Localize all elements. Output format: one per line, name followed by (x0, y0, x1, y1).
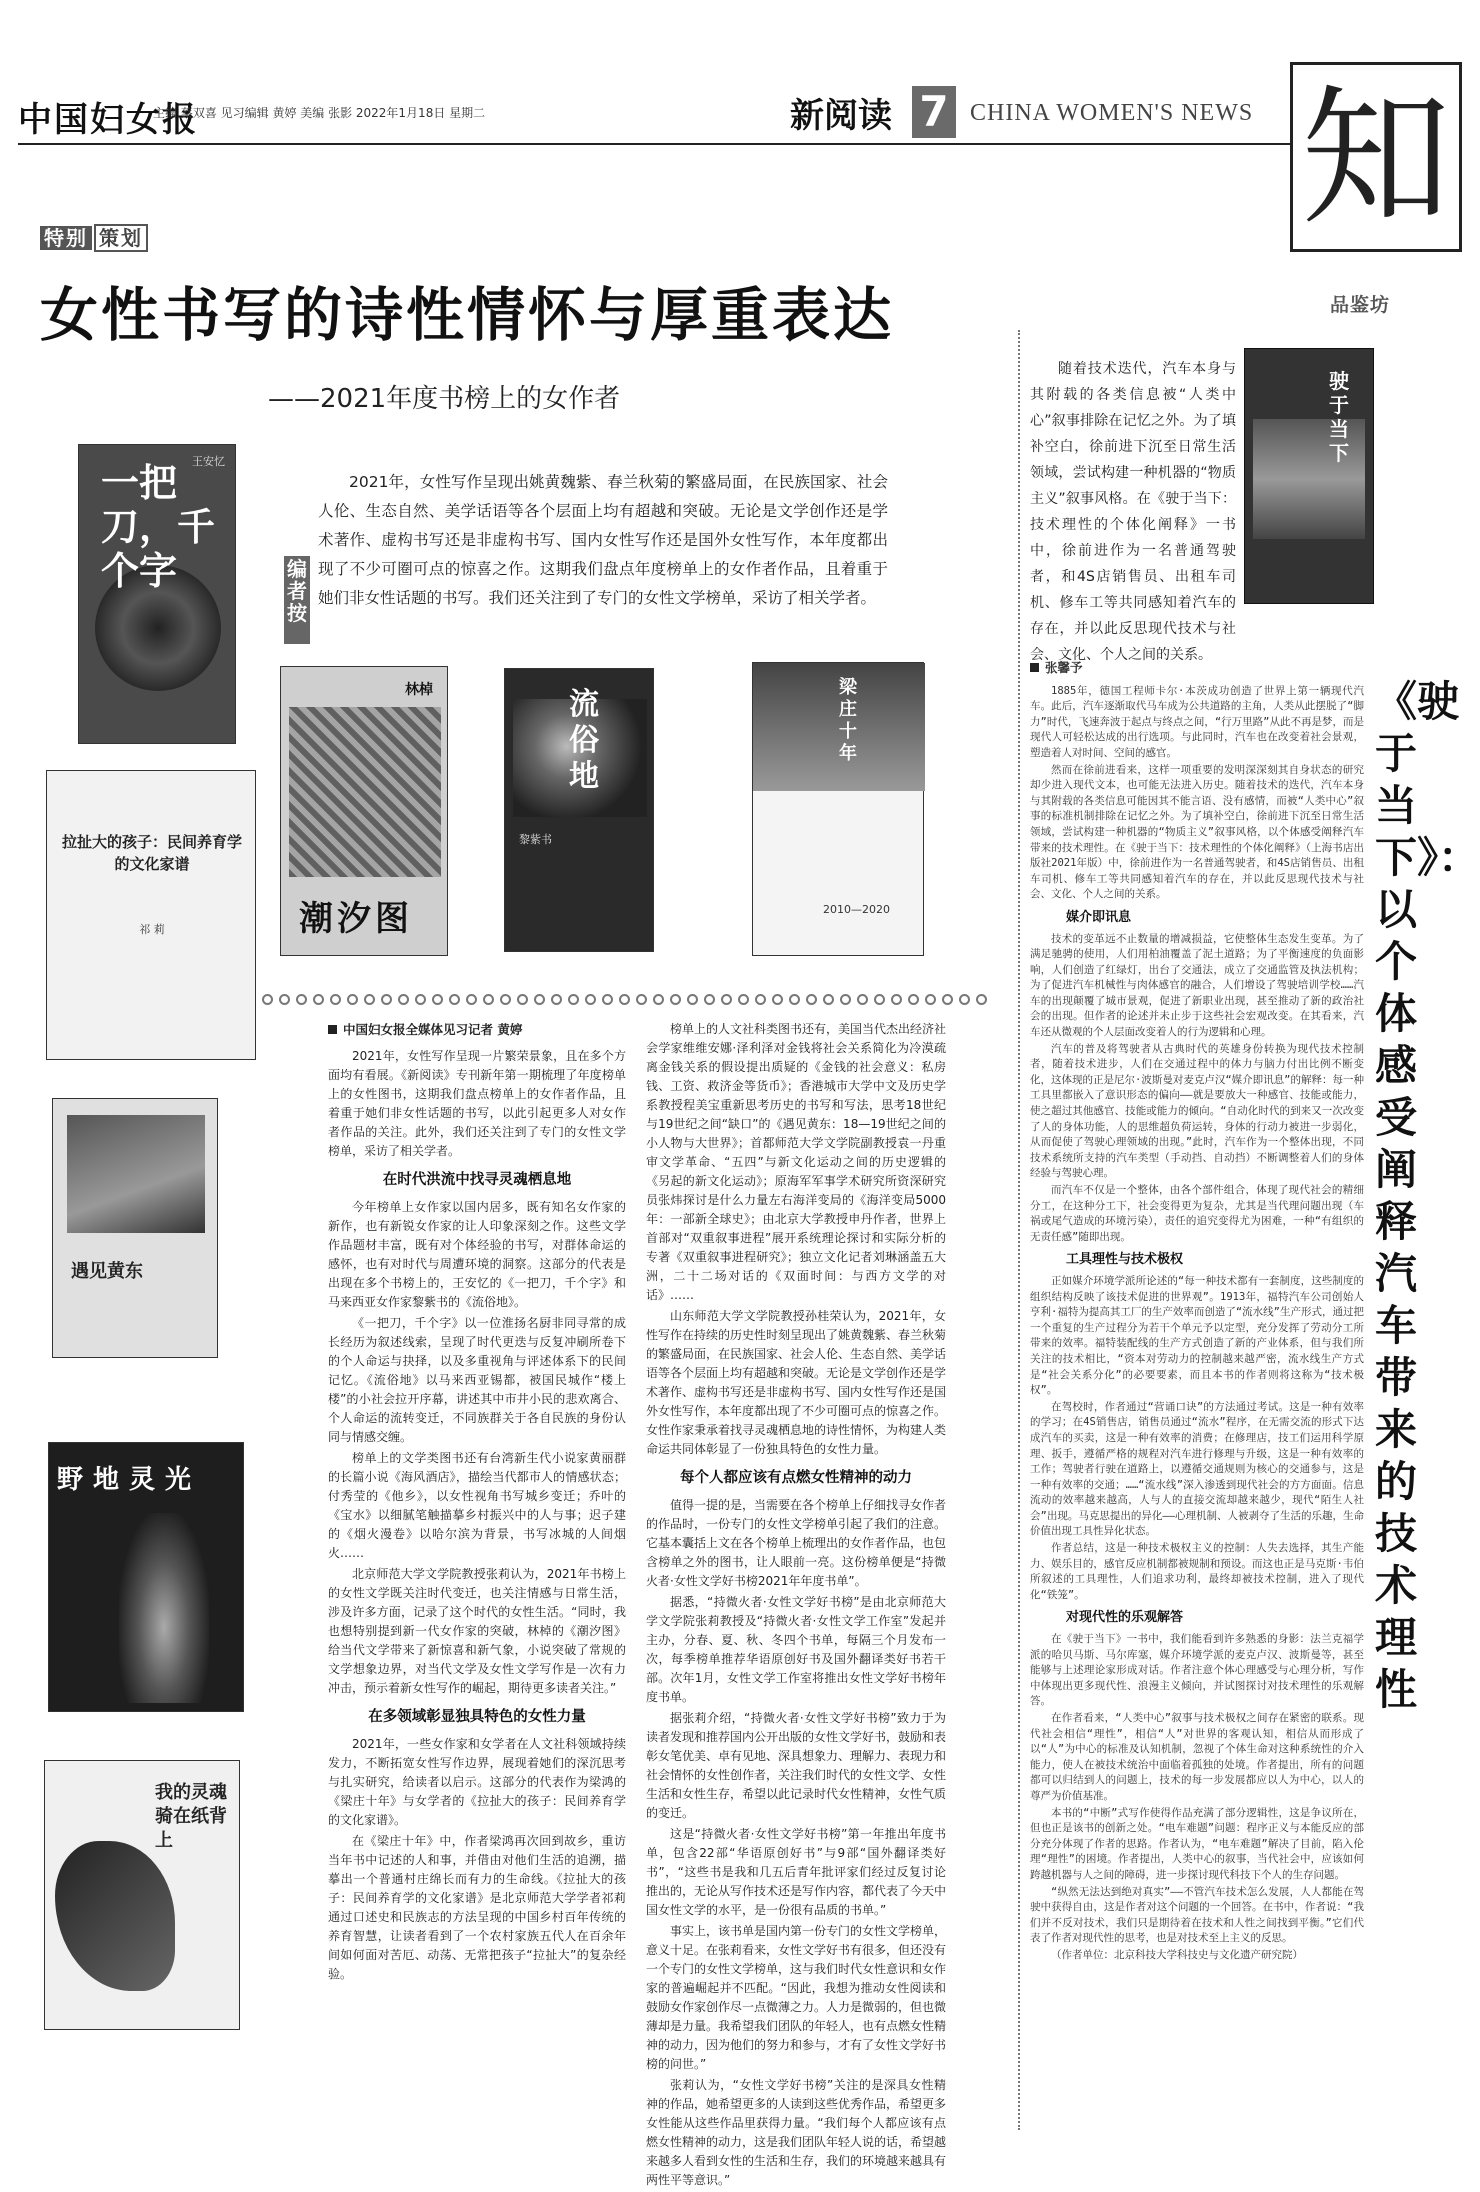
cover-title: 遇见黄东 (71, 1261, 143, 1282)
article-paragraph: 据张莉介绍，“持微火者·女性文学好书榜”致力于为读者发现和推荐国内公开出版的女性文学好书，鼓励和表彰女笔优美、卓有见地、深具想象力、理解力、表现力和社会情怀的女性创作者，关注我们时代的女性文学、女性生活和女性生存，希望以此记录时代女性精神，女性气质的变迁。 (646, 1711, 947, 1820)
review-paragraph: 本书的“中断”式写作使得作品充满了部分逻辑性，这是争议所在，但也正是该书的创新之处。“电车难题”问题：程序正义与本能反应的部分充分体现了作者的思路。作者认为，“电车难题”解决了目前，陷入伦理“理性”的困境。作者提出，人类中心的叙事，当代社会中，应该如何跨越机器与人之间的障碍，进一步探讨现代科技下个人的生存问题。 (1030, 1806, 1364, 1881)
headline: 女性书写的诗性情怀与厚重表达 (40, 281, 895, 349)
divider-dot (279, 994, 290, 1005)
divider-dot (636, 994, 647, 1005)
book-cover-liangzhuang (752, 662, 924, 956)
review-paragraph: 在作者看来，“人类中心”叙事与技术极权之间存在紧密的联系。现代社会相信“理性”，相信“人”对世界的客观认知，相信从而形成了以“人”为中心的标准及认知机制，忽视了个体生命对这种系统性的介入能力，使人在被技术统治中面临着孤独的处境。作者提出，所有的问题都可以归结到人的问题上，技术的每一步发展都应以人为中心，以人的尊严为价值基准。 (1030, 1712, 1364, 1802)
article-paragraph: 山东师范大学文学院教授孙桂荣认为，2021年，女性写作在持续的历史性时刻呈现出了姚黄魏紫、春兰秋菊的繁盛局面，在民族国家、社会人伦、生态自然、美学话语等各个层面上均有超越和突破。无论是文学创作还是学术著作、虚构书写还是非虚构书写、国内女性写作还是国外女性写作，本年度都出现了不少可圈可点的惊喜之作。女性作家秉承着找寻灵魂栖息地的诗性情怀，为构建人类命运共同体彰显了一份独具特色的女性力量。 (646, 1309, 947, 1456)
divider-dot (330, 994, 341, 1005)
article-paragraph: 《一把刀，千个字》以一位淮扬名厨非同寻常的成长经历为叙述线索，呈现了时代更迭与反复冲刷所卷下的个人命运与抉择，以及多重视角与评述体系下的民间记忆。《流俗地》以马来西亚锡都，被国民城作“楼上楼”的小社会拉开序幕，讲述其中市井小民的悲欢离合、个人命运的流转变迁，不同族群关于各自民族的身份认同与情感交缠。 (328, 1316, 626, 1444)
masthead (18, 86, 1298, 141)
divider-dot (806, 994, 817, 1005)
divider-dot (755, 994, 766, 1005)
divider-dot (500, 994, 511, 1005)
divider-dot (874, 994, 885, 1005)
cover-title: 驶于当下 (1329, 369, 1349, 465)
divider-dot (857, 994, 868, 1005)
article-paragraph: 据悉，“持微火者·女性文学好书榜”是由北京师范大学文学院张莉教授及“持微火者·女性文学工作室”发起并主办，分春、夏、秋、冬四个书单，每隔三个月发布一次，每季榜单推荐华语原创好书及国外翻译类好书若干部。次年1月，女性文学工作室将推出女性文学好书榜年度书单。 (646, 1595, 946, 1704)
article-paragraph: 张莉认为，“女性文学好书榜”关注的是深具女性精神的作品，她希望更多的人读到这些优秀作品，希望更多女性能从这些作品里获得力量。“我们每个人都应该有点燃女性精神的动力，这是我们团队年轻人说的话，希望越来越多人看到女性的生活和生存，我们的环境越来越具有两性平等意识。” (646, 2078, 947, 2187)
badge-character: 知 (1300, 72, 1451, 246)
cover-years: 2010—2020 (823, 903, 890, 916)
article-paragraph: 北京师范大学文学院教授张莉认为，2021年书榜上的女性文学既关注时代变迁，也关注情感与日常生活，涉及许多方面，记录了这个时代的女性生活。“同时，我也想特别提到新一代女作家的突破，林棹的《潮汐图》给当代文学带来了新惊喜和新气象，小说突破了常规的文学想象边界，对当代文学及女性文学写作是一次有力冲击，预示着新女性写作的崛起，期待更多读者关注。” (328, 1567, 626, 1695)
review-paragraph: 技术的变革远不止数量的增减损益，它使整体生态发生变革。为了满足驰骋的使用，人们用柏油覆盖了泥土道路；为了平衡速度的负面影响，人们创造了红绿灯，出台了交通法，成立了交通监管及执法机构；为了促进汽车机械性与肉体感官的融合，人们增设了驾驶培训学校……汽车的出现颠覆了城市景观，促进了新职业出现，甚至推动了新的政治社会的出现。但作者的论述并未止步于这些社会宏观改变。在其看来，汽车还从微观的个人层面改变着人的行为逻辑和心理。 (1030, 932, 1364, 1039)
article-paragraph: 值得一提的是，当需要在各个榜单上仔细找寻女作者的作品时，一份专门的女性文学榜单引起了我们的注意。它基本囊括上文在各个榜单上梳理出的女作者作品，也包含榜单之外的图书，让人眼前一亮。这份榜单便是“持微火者·女性文学好书榜2021年年度书单”。 (646, 1498, 947, 1588)
author-affiliation: （作者单位：北京科技大学科技史与文化遗产研究院） (1051, 1948, 1303, 1961)
article-subheading: 每个人都应该有点燃女性精神的动力 (680, 1470, 912, 1486)
review-byline: 张馨予 (1030, 660, 1364, 676)
divider-dot (772, 994, 783, 1005)
article-paragraph: 榜单上的文学类图书还有台湾新生代小说家黄丽群的长篇小说《海风酒店》，描绘当代都市人的情感状态；付秀莹的《他乡》，以女性视角书写城乡变迁；乔叶的《宝水》以细腻笔触描摹乡村振兴中的人与事；迟子建的《烟火漫卷》以哈尔滨为背景，书写冰城的人间烟火…… (328, 1451, 626, 1560)
paper-english-name: CHINA WOMEN'S NEWS (970, 100, 1254, 126)
divider-dot (534, 994, 545, 1005)
divider-dot (432, 994, 443, 1005)
divider-dot (891, 994, 902, 1005)
divider-dot (925, 994, 936, 1005)
divider-dot (687, 994, 698, 1005)
cover-author: 王安忆 (192, 455, 225, 468)
divider-dot (619, 994, 630, 1005)
article-paragraph: 2021年，女性写作呈现一片繁荣景象，且在多个方面均有看展。《新阅读》专刊新年第一期梳理了年度榜单上的女性图书，这期我们盘点榜单上的女作者作品，且着重于她们非女性话题的书写，以此引起更多人对女作者作品的关注。此外，我们还关注到了专门的女性文学榜单，采访了相关学者。 (328, 1049, 626, 1158)
divider-dot (568, 994, 579, 1005)
review-paragraph: 在《驶于当下》一书中，我们能看到许多熟悉的身影：法兰克福学派的哈贝马斯、马尔库塞，媒介环境学派的麦克卢汉、波斯曼等，甚至能够与上述理论家形成对话。作者注意个体心理感受与心理分析，写作中体现出更多现代性、浪漫主义倾向，并试图探讨对技术理性的乐观解答。 (1030, 1633, 1364, 1708)
divider-dot (313, 994, 324, 1005)
cover-title: 潮汐图 (299, 899, 413, 939)
book-cover-yujianhuangdong (52, 1098, 218, 1358)
article-paragraph: 榜单上的人文社科类图书还有，美国当代杰出经济社会学家维维安娜·泽利泽对金钱将社会关系简化为冷漠疏离金钱关系的假设提出质疑的《金钱的社会意义：私房钱、工资、救济金等货币》；香港城市大学中文及历史学系教授程美宝重新思考历史的书写和写法，思考18世纪与19世纪之间“缺口”的《遇见黄东：18—19世纪之间的小人物与大世界》；首都师范大学文学院副教授袁一丹重审文学革命、“五四”与新文化运动之间的历史逻辑的《另起的新文化运动》；原海军军事学术研究所资深研究员张炜探讨是什么力量左右海洋变局的《海洋变局5000年：一部新全球史》；由北京大学教授申丹作者，世界上首部对“双重叙事进程”展开系统理论探讨和实际分析的专著《双重叙事进程研究》；独立文化记者刘琳涵盖五大洲，二十二场对话的《双面时间：与西方文学的对话》…… (646, 1022, 947, 1302)
review-paragraph: 在驾校时，作者通过“营诵口诀”的方法通过考试。这是一种有效率的学习；在4S销售店，销售员通过“流水”程序，在无需交流的形式下达成汽车的买卖，这是一种有效率的消费；在修理店，技工们运用科学原理、扳手，遵循严格的规程对汽车进行修理与升级，这是一种有效率的工作；驾驶者行驶在道路上，以遵循交通规则为核心的交通参与，这是一种有效率的交通；……“流水线”深入渗透到现代社会的方方面面。信息流动的效率越来越高，人与人的直接交流却越来越少，现代“陌生人社会”出现。马克思提出的异化——心理机制、人被剥夺了生活的乐趣，生命价值出现工具性异化状态。 (1030, 1400, 1364, 1538)
review-subheading: 媒介即讯息 (1066, 909, 1132, 925)
book-cover-liusudi (504, 668, 654, 952)
divider-dot (347, 994, 358, 1005)
divider-dot (466, 994, 477, 1005)
masthead-rule (18, 143, 1298, 145)
cover-author: 祁 莉 (139, 923, 165, 936)
divider-dot (653, 994, 664, 1005)
column-tag: 品鉴坊 (1330, 294, 1391, 316)
page-number: 7 (912, 86, 956, 138)
divider-dot (942, 994, 953, 1005)
cover-title: 拉扯大的孩子：民间养育学的文化家谱 (61, 833, 242, 873)
column-divider (1018, 330, 1020, 2130)
divider-dot (721, 994, 732, 1005)
divider-dot (789, 994, 800, 1005)
review-body (1030, 660, 1364, 1965)
article-paragraph: 今年榜单上女作家以国内居多，既有知名女作家的新作，也有新锐女作家的让人印象深刻之作。这些文学作品题材丰富，既有对个体经验的书写，对群体命运的感怀，也有对时代与周遭环境的洞察。这部分的代表是出现在多个书榜上的，王安忆的《一把刀，千个字》和马来西亚女作家黎紫书的《流俗地》。 (328, 1200, 626, 1309)
cover-author: 黎紫书 (519, 833, 552, 846)
article-paragraph: 在《梁庄十年》中，作者梁鸿再次回到故乡，重访当年书中记述的人和事，并借由对他们生活的追溯，描摹出一个普通村庄绵长而有力的生命线。《拉扯大的孩子：民间养育学的文化家谱》是北京师范大学学者祁莉通过口述史和民族志的方法呈现的中国乡村百年传统的养育智慧，让读者看到了一个农村家族五代人在百余年间如何面对苦厄、动荡、无常把孩子“拉扯大”的复杂经验。 (328, 1834, 626, 1981)
article-column-1 (328, 1020, 626, 1986)
divider-dot (483, 994, 494, 1005)
divider-dot (738, 994, 749, 1005)
article-subheading: 在时代洪流中找寻灵魂栖息地 (382, 1172, 572, 1188)
editor-note-label: 编者按 (284, 556, 310, 644)
divider-dot (415, 994, 426, 1005)
cover-title: 我的灵魂骑在纸背上 (155, 1782, 227, 1851)
divider-dot (823, 994, 834, 1005)
byline-square-icon (328, 1025, 337, 1034)
review-paragraph: 然而在徐前进看来，这样一项重要的发明深深刻其自身状态的研究却少进入现代文本，也可能无法进入历史。随着技术的迭代，汽车本身与其附载的各类信息可能因其不能言语、没有感情，而被“人类中心”叙事的标准机制排除在记忆之外。为了填补空白，徐前进下沉至日常生活领域，尝试构建一种机器的“物质主义”叙事风格，以个体感受阐释汽车带来的技术理性。在《驶于当下：技术理性的个体化阐释》（上海书店出版社2021年版）中，徐前进作为一名普通驾驶者，和4S店销售员、出租车司机、修车工等共同感知着汽车的存在，并以此反思现代技术与社会、文化、个人之间的关系。 (1030, 763, 1364, 901)
divider-dot (296, 994, 307, 1005)
review-paragraph: 正如媒介环境学派所论述的“每一种技术都有一套制度，这些制度的组织结构反映了该技术促进的世界观”。1913年，福特汽车公司创始人亨利·福特为提高其工厂的生产效率而创造了“流水线”生产形式，通过把一个重复的生产过程分为若干个单元予以定型，充分发挥了劳动分工所带来的效率。福特装配线的生产方式创造了新的产业体系，但与我们所关注的技术相比，“资本对劳动力的控制越来越严密，流水线生产方式是“社会关系分化”的必要要素，而且本书的作者则将这称为“技术极权”。 (1030, 1274, 1364, 1397)
divider-dot (517, 994, 528, 1005)
article-paragraph: 事实上，该书单是国内第一份专门的女性文学榜单，意义十足。在张莉看来，女性文学好书有很多，但还没有一个专门的女性文学榜单，这与我们时代女性意识和女作家的普遍崛起并不匹配。“因此，我想为推动女性阅读和鼓励女作家创作尽一点微薄之力。人力是微弱的，但也微薄却是力量。我希望我们团队的年轻人，也有点燃女性精神的动力，因为他们的努力和参与，才有了女性文学好书榜的问世。” (646, 1924, 947, 2071)
feature-tag-a: 特别 (40, 226, 92, 250)
divider-dot (551, 994, 562, 1005)
article-column-2 (646, 1020, 946, 2192)
byline-square-icon (1030, 663, 1039, 672)
cover-author: 林棹 (405, 682, 433, 698)
article-byline: 中国妇女报全媒体见习记者 黄婷 (328, 1020, 626, 1039)
review-paragraph: 而汽车不仅是一个整体，由各个部件组合，体现了现代社会的精细分工，在这种分工下，社会变得更为复杂，尤其是当代理问题出现（车祸或尾气造成的环境污染），责任的追究变得尤为困难，一种“有组织的无责任感”随即出现。 (1030, 1184, 1364, 1243)
section-badge (1290, 62, 1462, 252)
divider-dot (585, 994, 596, 1005)
divider-dot (449, 994, 460, 1005)
divider-dot (381, 994, 392, 1005)
subheadline: ——2021年度书榜上的女作者 (268, 384, 621, 414)
article-subheading: 在多领域彰显独具特色的女性力量 (368, 1709, 586, 1725)
book-cover-shiyudangxia (1244, 348, 1374, 604)
review-subheading: 工具理性与技术极权 (1066, 1252, 1184, 1268)
divider-dot (959, 994, 970, 1005)
feature-tag-b: 策划 (94, 224, 148, 252)
book-cover-yediling (48, 1442, 244, 1712)
page-credits: 主编 蔡双喜 见习编辑 黄婷 美编 张影 2022年1月18日 星期二 (153, 106, 486, 120)
divider-dot (976, 994, 987, 1005)
editor-note: 2021年，女性写作呈现出姚黄魏紫、春兰秋菊的繁盛局面，在民族国家、社会人伦、生态自然、美学话语等各个层面上均有超越和突破。无论是文学创作还是学术著作、虚构书写还是非虚构书写、国内女性写作还是国外女性写作，本年度都出现了不少可圈可点的惊喜之作。这期我们盘点年度榜单上的女作者作品，且着重于她们非女性话题的书写。我们还关注到了专门的女性文学榜单，采访了相关学者。 (318, 473, 888, 607)
cover-title: 梁庄十年 (839, 677, 857, 764)
book-cover-lacheda (46, 770, 256, 1060)
divider-dot (670, 994, 681, 1005)
cover-title: 野地灵光 (57, 1465, 202, 1495)
section-title: 新阅读 (790, 96, 892, 136)
cover-title: 流俗地 (569, 687, 599, 794)
review-paragraph: 1885年，德国工程师卡尔·本茨成功创造了世界上第一辆现代汽车。此后，汽车逐渐取代马车成为公共道路的主角，人类从此摆脱了“脚力”时代，飞速奔波于起点与终点之间，“行万里路”从此不再是梦，而是现代人可轻松达成的出行选项。与此同时，汽车也在改变着社会景观，塑造着人对时间、空间的感官。 (1030, 684, 1364, 759)
divider-dot (602, 994, 613, 1005)
divider-dot (704, 994, 715, 1005)
divider-dot (398, 994, 409, 1005)
review-intro: 随着技术迭代，汽车本身与其附载的各类信息被“人类中心”叙事排除在记忆之外。为了填补空白，徐前进下沉至日常生活领域，尝试构建一种机器的“物质主义”叙事风格。在《驶于当下：技术理性的个体化阐释》一书中，徐前进作为一名普通驾驶者，和4S店销售员、出租车司机、修车工等共同感知着汽车的存在，并以此反思现代技术与社会、文化、个人之间的关系。 (1030, 361, 1236, 663)
book-cover-yibadao (78, 444, 236, 744)
feature-tag (40, 222, 148, 251)
review-paragraph: “纵然无法达到绝对真实”——不管汽车技术怎么发展，人人都能在驾驶中获得自由，这是作者对这个问题的一个回答。在书中，作者说：“我们并不反对技术，我们只是期待着在技术和人性之间找到平衡。”它们代表了作者对现代性的思考，也是对技术至上主义的反思。 (1030, 1885, 1364, 1945)
review-subheading: 对现代性的乐观解答 (1066, 1610, 1184, 1626)
divider-dot (908, 994, 919, 1005)
paper-logo: 中国妇女报 (18, 100, 198, 140)
review-title: 《驶于当下》：以个体感受阐释汽车带来的技术理性 (1375, 677, 1480, 1714)
divider-dot (262, 994, 273, 1005)
review-paragraph: 汽车的普及将驾驶者从古典时代的英雄身份转换为现代技术控制者，随着技术进步，人们在交通过程中的体力与脑力付出比例不断变化，这体现的正是尼尔·波斯曼对麦克卢汉“媒介即讯息”的解释：每一种工具里都嵌入了意识形态的偏向——就是要放大一种感官、技能或能力，使之超过其他感官、技能或能力的倾向。“自动化时代的到来又一次改变了人的身体功能，人的思维超负荷运转，身体的行动力被进一步弱化，从而促使了驾驶心理领域的出现。”此时，汽车作为一个整体出现，不同技术系统所支持的汽车类型（手动挡、自动挡）不断调整着人们的身体经验与驾驶心理。 (1030, 1042, 1364, 1180)
review-paragraph: 作者总结，这是一种技术极权主义的控制：人失去选择，其生产能力、娱乐目的，感官反应机制都被规制和预设。而这也正是马克斯·韦伯所叙述的工具理性，人们追求功利，最终却被技术控制，进入了现代化“铁笼”。 (1030, 1542, 1364, 1601)
book-cover-linghun (44, 1760, 240, 2030)
divider-dot (840, 994, 851, 1005)
article-paragraph: 2021年，一些女作家和女学者在人文社科领域持续发力，不断拓宽女性写作边界，展现着她们的深沉思考与扎实研究，给读者以启示。这部分的代表作为梁鸿的《梁庄十年》与女学者的《拉扯大的孩子：民间养育学的文化家谱》。 (328, 1737, 626, 1827)
article-paragraph: 这是“持微火者·女性文学好书榜”第一年推出年度书单，包含22部“华语原创好书”与9部“国外翻译类好书”，“这些书是我和几五后青年批评家们经过反复讨论推出的，无论从写作技术还是写作内容，都代表了今天中国女性文学的水平，是一份很有品质的书单。” (646, 1827, 947, 1917)
dotted-divider (262, 994, 1002, 1006)
divider-dot (364, 994, 375, 1005)
book-cover-chaoxitu (280, 666, 448, 956)
cover-title: 一把刀，千个字 (101, 460, 216, 593)
